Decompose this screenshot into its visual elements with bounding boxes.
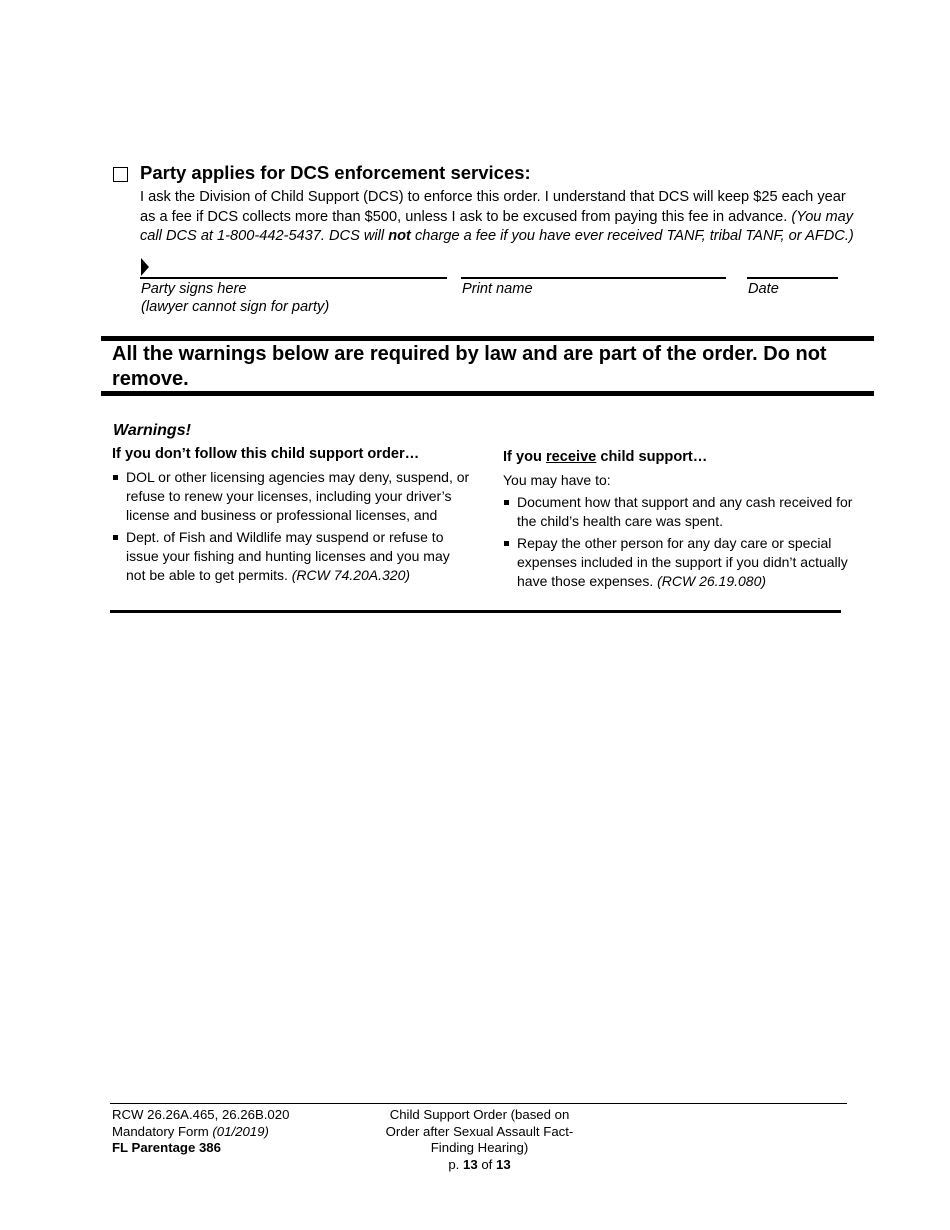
footer-rcw: RCW 26.26A.465, 26.26B.020	[112, 1107, 290, 1122]
date-line[interactable]	[747, 277, 838, 279]
warnings-title: Warnings!	[113, 422, 191, 439]
dcs-heading: Party applies for DCS enforcement services:	[140, 162, 531, 183]
dcs-line-3: call DCS at 1-800-442-5437. DCS will not charge a fee if you have ever received TANF, tribal TANF, or AFDC.)	[140, 228, 854, 245]
print-name-label: Print name	[462, 281, 533, 297]
right-warning-list	[503, 493, 852, 594]
page-number: p. 13 of 13	[448, 1156, 511, 1172]
right-column-intro: You may have to:	[503, 472, 611, 488]
list-item: Repay the other person for any day care or special expenses included in the support if you didn’t actually have those expenses. (RCW 26.19.080)	[503, 534, 852, 591]
left-column-heading: If you don’t follow this child support order…	[112, 446, 420, 462]
warnings-end-rule	[110, 610, 841, 613]
right-column-heading: If you receive child support…	[503, 449, 708, 465]
date-label: Date	[748, 281, 779, 297]
dcs-paragraph	[140, 188, 860, 247]
footer-rule	[110, 1103, 847, 1104]
party-signature-note: (lawyer cannot sign for party)	[141, 299, 330, 315]
list-item: Document how that support and any cash received for the child’s health care was spent.	[503, 493, 852, 531]
warnings-banner: All the warnings below are required by law and are part of the order. Do not remove.	[112, 343, 827, 390]
left-warning-list	[112, 468, 469, 588]
list-item: Dept. of Fish and Wildlife may suspend or refuse to issue your fishing and hunting licenses and you may not be able to get permits. (RCW 74.20A.320)	[112, 528, 469, 585]
dcs-line-2: as a fee if DCS collects more than $500, unless I ask to be excused from paying this fee in advance. (You may	[140, 208, 854, 225]
footer-title: Child Support Order (based on Order after Sexual Assault Fact- Finding Hearing) p. 13 of 13	[362, 1107, 597, 1173]
party-signature-label: Party signs here (lawyer cannot sign for party)	[141, 281, 330, 315]
footer-form-name: FL Parentage 386	[112, 1140, 221, 1155]
sign-here-arrow-icon	[141, 258, 149, 276]
print-name-line[interactable]	[461, 277, 726, 279]
dcs-enforcement-checkbox[interactable]	[113, 167, 128, 182]
footer-mandatory: Mandatory Form (01/2019)	[112, 1123, 269, 1139]
party-signature-line[interactable]	[140, 277, 447, 279]
banner-top-rule	[101, 336, 874, 341]
dcs-line-1: I ask the Division of Child Support (DCS) to enforce this order. I understand that DCS will keep $25 each year	[140, 189, 846, 205]
footer-form-info	[112, 1107, 289, 1157]
banner-bottom-rule	[101, 391, 874, 396]
list-item: DOL or other licensing agencies may deny, suspend, or refuse to renew your licenses, including your driver’s license and business or professional licenses, and	[112, 468, 469, 525]
